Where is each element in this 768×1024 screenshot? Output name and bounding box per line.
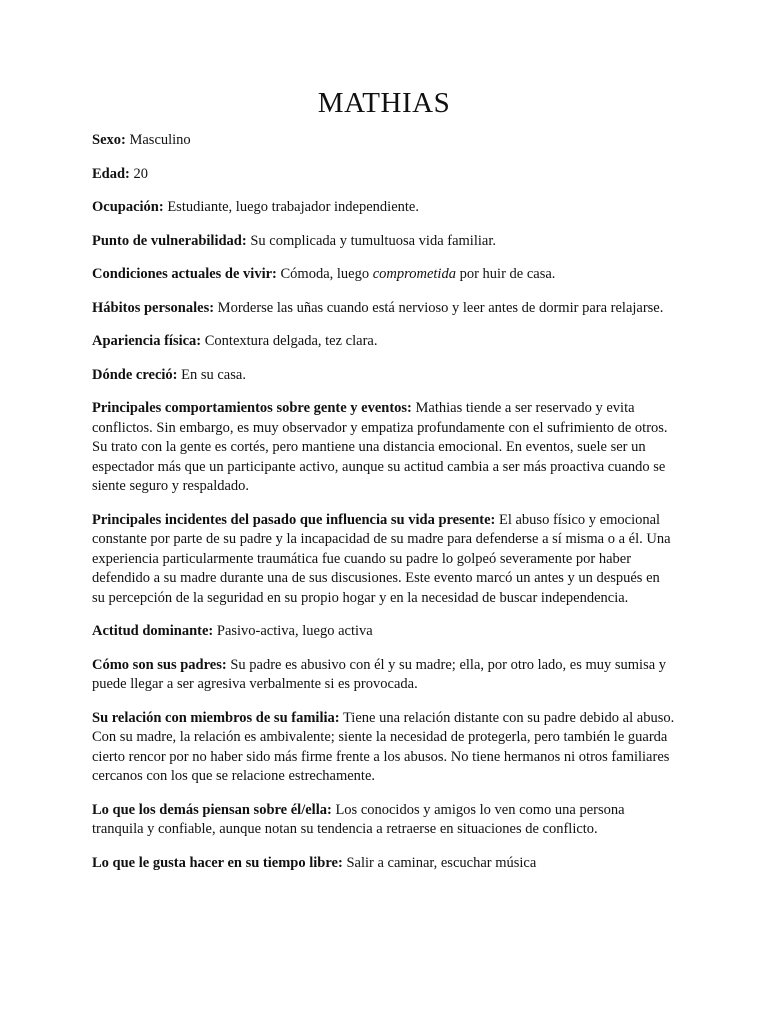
field-habitos-personales xyxy=(92,299,676,319)
field-value: En su casa. xyxy=(181,366,246,383)
field-apariencia-fisica xyxy=(92,332,676,352)
field-ocupacion xyxy=(92,198,676,218)
field-label: Su relación con miembros de su familia: xyxy=(92,709,340,726)
field-label: Lo que le gusta hacer en su tiempo libre: xyxy=(92,854,343,871)
document-title: MATHIAS xyxy=(317,87,451,119)
field-sexo xyxy=(92,131,676,151)
field-value: por huir de casa. xyxy=(459,266,556,282)
field-label: Lo que los demás piensan sobre él/ella: xyxy=(92,801,332,818)
field-actitud-dominante xyxy=(92,622,676,642)
field-opinion-demas xyxy=(92,801,676,840)
field-value: Mathias tiende a ser reservado y evita conflictos. Sin embargo, es muy observador y empatiza profundamente con el sufrimiento de otros. Su trato con la gente es cortés, pero mantiene una distancia emocional. En eventos, suele ser un espectador más que un participante activo, aunque su actitud cambia a ser más proactiva cuando se siente seguro y respaldado. xyxy=(92,400,668,494)
field-relacion-familia xyxy=(92,709,676,787)
field-label: Dónde creció: xyxy=(92,366,178,383)
field-value: 20 xyxy=(133,165,149,182)
field-donde-crecio xyxy=(92,366,676,386)
field-value-italic: comprometida xyxy=(372,266,456,282)
field-value: Tiene una relación distante con su padre debido al abuso. Con su madre, la relación es ambivalente; siente la necesidad de protegerla, pero también le guarda cierto rencor por no haber sido más firme frente a los abusos. No tiene hermanos ni otros familiares cercanos con los que se relacione estrechamente. xyxy=(92,709,675,784)
field-label: Cómo son sus padres: xyxy=(92,656,227,673)
field-value: Pasivo-activa, luego activa xyxy=(216,623,373,639)
field-incidentes-pasado xyxy=(92,511,676,609)
field-label: Hábitos personales: xyxy=(92,299,215,316)
field-tiempo-libre xyxy=(92,854,676,874)
field-value: El abuso físico y emocional constante por parte de su padre y la incapacidad de su madre para defenderse a sí misma o a él. Una experiencia particularmente traumática fue cuando su padre lo golpeó severamente por haber defendido a su madre durante una de sus discusiones. Este evento marcó un antes y un después en su percepción de la seguridad en su propio hogar y en la necesidad de buscar independencia. xyxy=(92,511,671,606)
field-label: Edad: xyxy=(92,165,130,182)
field-value: Contextura delgada, tez clara. xyxy=(204,333,378,349)
field-value: Los conocidos y amigos lo ven como una persona tranquila y confiable, aunque notan su tendencia a retraerse en situaciones de conflicto. xyxy=(92,801,625,837)
field-comportamientos xyxy=(92,399,676,497)
field-value: Su padre es abusivo con él y su madre; ella, por otro lado, es muy sumisa y puede llegar a ser agresiva verbalmente si es provocada. xyxy=(92,656,667,692)
field-label: Principales comportamientos sobre gente y eventos: xyxy=(92,400,412,416)
field-value: Estudiante, luego trabajador independiente. xyxy=(167,199,419,215)
field-label: Sexo: xyxy=(92,132,126,148)
field-punto-vulnerabilidad xyxy=(92,232,676,252)
field-condiciones-vivir xyxy=(92,265,676,285)
field-value: Cómoda, luego xyxy=(280,266,370,282)
field-label: Principales incidentes del pasado que influencia su vida presente: xyxy=(92,511,496,528)
field-label: Actitud dominante: xyxy=(92,623,214,639)
field-label: Ocupación: xyxy=(92,199,164,215)
field-value: Su complicada y tumultuosa vida familiar. xyxy=(250,232,496,249)
field-label: Condiciones actuales de vivir: xyxy=(92,266,277,282)
field-label: Apariencia física: xyxy=(92,333,202,349)
field-label: Punto de vulnerabilidad: xyxy=(92,232,247,249)
field-edad xyxy=(92,165,676,185)
field-padres xyxy=(92,656,676,695)
field-value: Morderse las uñas cuando está nervioso y leer antes de dormir para relajarse. xyxy=(217,299,664,316)
field-value: Salir a caminar, escuchar música xyxy=(346,854,537,871)
field-value: Masculino xyxy=(129,132,191,148)
